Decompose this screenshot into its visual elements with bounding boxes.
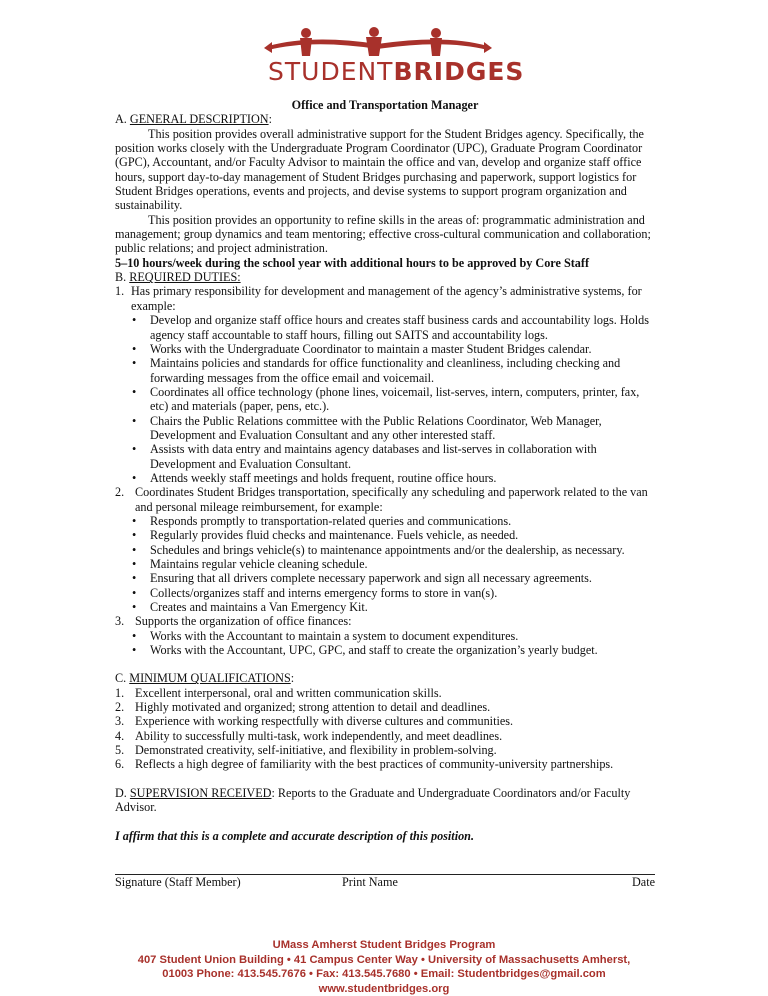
bridge-figures-icon: [262, 26, 494, 60]
list-item: [132, 356, 655, 385]
list-item-text: Works with the Accountant to maintain a system to document expenditures.: [150, 629, 518, 643]
list-item-text: Assists with data entry and maintains agency databases and list-serves in collaboration with Development and Evaluation Consultant.: [150, 442, 655, 471]
section-a-prefix: A.: [115, 112, 130, 126]
list-item-text: Chairs the Public Relations committee with the Public Relations Coordinator, Web Manager, Development and Evaluation Consultant and any other interested staff.: [150, 414, 655, 443]
list-item: [132, 514, 655, 528]
section-c-suffix: :: [291, 671, 294, 685]
bullet-icon: •: [132, 385, 150, 414]
list-item-text: Works with the Undergraduate Coordinator to maintain a master Student Bridges calendar.: [150, 342, 592, 356]
list-item: [132, 442, 655, 471]
bullet-icon: •: [132, 629, 150, 643]
section-a-suffix: :: [269, 112, 272, 126]
list-item-text: Highly motivated and organized; strong attention to detail and deadlines.: [135, 700, 490, 714]
list-item: [132, 586, 655, 600]
duty-3: [115, 614, 655, 628]
section-b-prefix: B.: [115, 270, 129, 284]
list-item: [115, 686, 655, 700]
logo-wordmark: [268, 58, 524, 86]
list-item: [132, 557, 655, 571]
bullet-icon: •: [132, 414, 150, 443]
bullet-icon: •: [132, 342, 150, 356]
section-d-text: : Reports to the Graduate and Undergraduate Coordinators and/or Faculty Advisor.: [115, 786, 630, 814]
section-d-paragraph: [115, 786, 655, 815]
logo-word-bridges: BRIDGES: [393, 57, 524, 86]
list-item-text: Works with the Accountant, UPC, GPC, and staff to create the organization’s yearly budget.: [150, 643, 598, 657]
spacer: [115, 772, 655, 786]
bullet-icon: •: [132, 313, 150, 342]
list-item-number: 4.: [115, 729, 135, 743]
bullet-icon: •: [132, 643, 150, 657]
list-item-text: Reflects a high degree of familiarity with the best practices of community-university partnerships.: [135, 757, 613, 771]
duty-3-number: 3.: [115, 614, 135, 628]
duty-1: [115, 284, 655, 313]
general-description-paragraph-1: This position provides overall administrative support for the Student Bridges agency. Specifically, the position works closely with the Undergraduate Program Coordinator (UPC), Graduate Program Coordinator (GPC), Accountant, and/or Faculty Advisor to maintain the office and van, develop and organize staff office hours, support day-to-day management of Student Bridges purchasing and paperwork, support logistics for Student Bridges operations, events and projects, and devise systems to support program organization and sustainability.: [115, 127, 655, 213]
print-name-label: Print Name: [342, 875, 398, 889]
list-item: [132, 643, 655, 657]
bullet-icon: •: [132, 600, 150, 614]
section-c-heading: [115, 671, 655, 685]
general-description-paragraph-2: This position provides an opportunity to refine skills in the areas of: programmatic administration and management; group dynamics and team mentoring; effective cross-cultural communication and collaboration; public relations; and project administration.: [115, 213, 655, 256]
list-item: [132, 629, 655, 643]
section-d-prefix: D.: [115, 786, 130, 800]
bullet-icon: •: [132, 442, 150, 471]
footer-website: www.studentbridges.org: [0, 982, 768, 996]
list-item: [132, 414, 655, 443]
bullet-icon: •: [132, 356, 150, 385]
list-item-text: Attends weekly staff meetings and holds frequent, routine office hours.: [150, 471, 496, 485]
list-item-text: Responds promptly to transportation-related queries and communications.: [150, 514, 511, 528]
list-item-text: Creates and maintains a Van Emergency Kit.: [150, 600, 368, 614]
document-body: [115, 98, 655, 891]
bullet-icon: •: [132, 571, 150, 585]
list-item: [115, 757, 655, 771]
list-item-number: 6.: [115, 757, 135, 771]
spacer: [115, 843, 655, 861]
bullet-icon: •: [132, 557, 150, 571]
duty-1-number: 1.: [115, 284, 127, 313]
date-label: Date: [632, 875, 655, 889]
list-item: [132, 385, 655, 414]
bullet-icon: •: [132, 471, 150, 485]
bullet-icon: •: [132, 543, 150, 557]
list-item-text: Ability to successfully multi-task, work independently, and meet deadlines.: [135, 729, 502, 743]
signature-staff-label: Signature (Staff Member): [115, 875, 241, 889]
qualifications-list: [115, 686, 655, 772]
bullet-icon: •: [132, 528, 150, 542]
list-item-text: Collects/organizes staff and interns emergency forms to store in van(s).: [150, 586, 497, 600]
section-b-label: REQUIRED DUTIES:: [129, 270, 240, 284]
duty-3-list: [115, 629, 655, 658]
list-item-number: 3.: [115, 714, 135, 728]
list-item-text: Experience with working respectfully with diverse cultures and communities.: [135, 714, 513, 728]
duty-1-list: [115, 313, 655, 485]
list-item-text: Maintains regular vehicle cleaning schedule.: [150, 557, 368, 571]
list-item: [132, 600, 655, 614]
bullet-icon: •: [132, 514, 150, 528]
section-b-heading: [115, 270, 655, 284]
logo-word-student: STUDENT: [268, 57, 393, 86]
list-item: [132, 471, 655, 485]
section-d-label: SUPERVISION RECEIVED: [130, 786, 272, 800]
footer-contact: 01003 Phone: 413.545.7676 • Fax: 413.545.7680 • Email: Studentbridges@gmail.com: [0, 967, 768, 982]
duty-2-text: Coordinates Student Bridges transportation, specifically any scheduling and paperwork related to the van and personal mileage reimbursement, for example:: [135, 485, 655, 514]
list-item-text: Excellent interpersonal, oral and written communication skills.: [135, 686, 442, 700]
list-item-text: Regularly provides fluid checks and maintenance. Fuels vehicle, as needed.: [150, 528, 518, 542]
list-item-number: 5.: [115, 743, 135, 757]
duty-2-number: 2.: [115, 485, 135, 514]
footer: [0, 938, 768, 996]
list-item-text: Develop and organize staff office hours and creates staff business cards and accountability logs. Holds agency staff accountable to staff hours, filling out SAITS and accountability logs.: [150, 313, 655, 342]
section-a-label: GENERAL DESCRIPTION: [130, 112, 269, 126]
list-item-text: Ensuring that all drivers complete necessary paperwork and sign all necessary agreements.: [150, 571, 592, 585]
affirmation-statement: I affirm that this is a complete and accurate description of this position.: [115, 829, 655, 843]
list-item: [132, 528, 655, 542]
list-item: [115, 700, 655, 714]
list-item-text: Coordinates all office technology (phone lines, voicemail, list-serves, intern, computers, printer, fax, etc) and materials (paper, pens, etc.).: [150, 385, 655, 414]
list-item: [132, 571, 655, 585]
hours-statement: 5–10 hours/week during the school year with additional hours to be approved by Core Staff: [115, 256, 655, 270]
section-c-label: MINIMUM QUALIFICATIONS: [129, 671, 290, 685]
list-item: [115, 714, 655, 728]
signature-labels: [115, 875, 655, 891]
list-item: [132, 342, 655, 356]
section-c-prefix: C.: [115, 671, 129, 685]
duty-2: [115, 485, 655, 514]
section-a-heading: [115, 112, 655, 126]
bullet-icon: •: [132, 586, 150, 600]
spacer: [115, 815, 655, 829]
document-title: Office and Transportation Manager: [115, 98, 655, 112]
list-item-number: 2.: [115, 700, 135, 714]
list-item: [115, 729, 655, 743]
student-bridges-logo: [262, 26, 494, 88]
duty-2-list: [115, 514, 655, 614]
footer-address: 407 Student Union Building • 41 Campus Center Way • University of Massachusetts Amherst,: [0, 953, 768, 968]
list-item: [115, 743, 655, 757]
list-item: [132, 313, 655, 342]
list-item-text: Maintains policies and standards for office functionality and cleanliness, including checking and forwarding messages from the office email and voicemail.: [150, 356, 655, 385]
list-item-text: Schedules and brings vehicle(s) to maintenance appointments and/or the dealership, as necessary.: [150, 543, 625, 557]
list-item: [132, 543, 655, 557]
duty-3-text: Supports the organization of office finances:: [135, 614, 352, 628]
footer-program-name: UMass Amherst Student Bridges Program: [0, 938, 768, 953]
duty-1-text: Has primary responsibility for development and management of the agency’s administrative systems, for example:: [127, 284, 655, 313]
list-item-number: 1.: [115, 686, 135, 700]
spacer: [115, 657, 655, 671]
list-item-text: Demonstrated creativity, self-initiative, and flexibility in problem-solving.: [135, 743, 497, 757]
